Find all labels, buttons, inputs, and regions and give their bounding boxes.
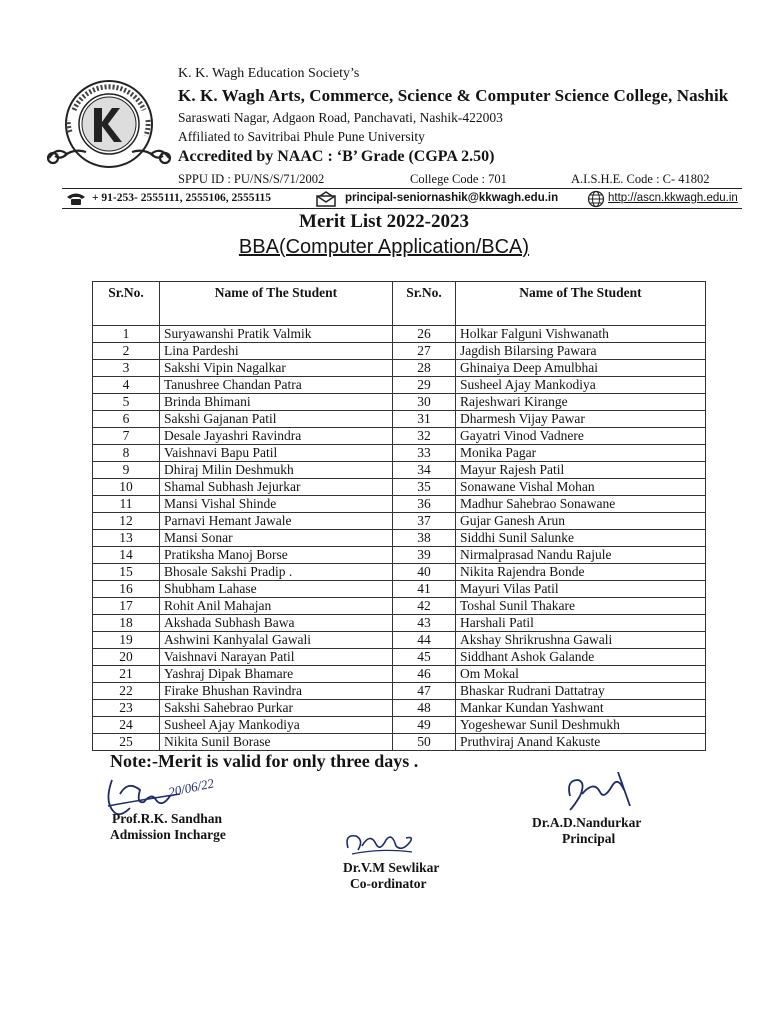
cell-sr-left: 1 bbox=[93, 326, 160, 343]
header-rule-top bbox=[62, 188, 742, 189]
cell-name-left: Ashwini Kanhyalal Gawali bbox=[160, 632, 393, 649]
header-rule-bottom bbox=[62, 208, 742, 209]
cell-name-left: Dhiraj Milin Deshmukh bbox=[160, 462, 393, 479]
table-row bbox=[93, 479, 706, 496]
cell-name-right: Madhur Sahebrao Sonawane bbox=[456, 496, 706, 513]
principal-role: Principal bbox=[562, 831, 616, 846]
cell-sr-left: 19 bbox=[93, 632, 160, 649]
cell-sr-left: 21 bbox=[93, 666, 160, 683]
coordinator-signature bbox=[340, 826, 420, 858]
cell-sr-right: 38 bbox=[393, 530, 456, 547]
cell-sr-left: 6 bbox=[93, 411, 160, 428]
table-row bbox=[93, 377, 706, 394]
cell-name-left: Susheel Ajay Mankodiya bbox=[160, 717, 393, 734]
cell-name-left: Akshada Subhash Bawa bbox=[160, 615, 393, 632]
table-header-row bbox=[93, 282, 706, 326]
table-row bbox=[93, 360, 706, 377]
cell-sr-right: 48 bbox=[393, 700, 456, 717]
merit-table-body bbox=[93, 326, 706, 751]
cell-sr-right: 40 bbox=[393, 564, 456, 581]
cell-sr-left: 5 bbox=[93, 394, 160, 411]
table-row bbox=[93, 581, 706, 598]
cell-sr-right: 46 bbox=[393, 666, 456, 683]
cell-name-left: Suryawanshi Pratik Valmik bbox=[160, 326, 393, 343]
cell-sr-right: 42 bbox=[393, 598, 456, 615]
contact-strip bbox=[62, 190, 742, 208]
admission-incharge-name: Prof.R.K. Sandhan bbox=[112, 811, 223, 826]
validity-note: Note:-Merit is valid for only three days . bbox=[110, 751, 419, 771]
cell-sr-right: 41 bbox=[393, 581, 456, 598]
cell-sr-right: 33 bbox=[393, 445, 456, 462]
cell-name-right: Nirmalprasad Nandu Rajule bbox=[456, 547, 706, 564]
cell-sr-right: 50 bbox=[393, 734, 456, 751]
cell-sr-left: 2 bbox=[93, 343, 160, 360]
email-address[interactable]: principal-seniornashik@kkwagh.edu.in bbox=[345, 192, 559, 204]
table-row bbox=[93, 649, 706, 666]
cell-name-right: Yogeshewar Sunil Deshmukh bbox=[456, 717, 706, 734]
cell-sr-left: 25 bbox=[93, 734, 160, 751]
cell-name-left: Mansi Vishal Shinde bbox=[160, 496, 393, 513]
cell-sr-left: 17 bbox=[93, 598, 160, 615]
cell-name-left: Vaishnavi Narayan Patil bbox=[160, 649, 393, 666]
table-row bbox=[93, 513, 706, 530]
cell-sr-left: 12 bbox=[93, 513, 160, 530]
cell-name-left: Desale Jayashri Ravindra bbox=[160, 428, 393, 445]
table-row bbox=[93, 530, 706, 547]
cell-sr-right: 34 bbox=[393, 462, 456, 479]
cell-name-right: Mankar Kundan Yashwant bbox=[456, 700, 706, 717]
cell-name-left: Sakshi Vipin Nagalkar bbox=[160, 360, 393, 377]
coordinator-name: Dr.V.M Sewlikar bbox=[343, 860, 440, 875]
globe-icon bbox=[587, 190, 605, 208]
cell-sr-left: 14 bbox=[93, 547, 160, 564]
cell-name-right: Om Mokal bbox=[456, 666, 706, 683]
cell-sr-left: 13 bbox=[93, 530, 160, 547]
cell-sr-right: 28 bbox=[393, 360, 456, 377]
table-row bbox=[93, 411, 706, 428]
cell-sr-left: 16 bbox=[93, 581, 160, 598]
table-row bbox=[93, 496, 706, 513]
envelope-icon bbox=[315, 191, 337, 207]
cell-name-left: Yashraj Dipak Bhamare bbox=[160, 666, 393, 683]
cell-name-left: Mansi Sonar bbox=[160, 530, 393, 547]
table-row bbox=[93, 700, 706, 717]
cell-name-left: Pratiksha Manoj Borse bbox=[160, 547, 393, 564]
cell-sr-left: 11 bbox=[93, 496, 160, 513]
cell-name-left: Nikita Sunil Borase bbox=[160, 734, 393, 751]
cell-name-left: Bhosale Sakshi Pradip . bbox=[160, 564, 393, 581]
cell-name-right: Mayur Rajesh Patil bbox=[456, 462, 706, 479]
cell-sr-left: 24 bbox=[93, 717, 160, 734]
table-row bbox=[93, 343, 706, 360]
cell-sr-left: 8 bbox=[93, 445, 160, 462]
table-row bbox=[93, 326, 706, 343]
col-name-right: Name of The Student bbox=[456, 282, 706, 326]
cell-name-right: Bhaskar Rudrani Dattatray bbox=[456, 683, 706, 700]
cell-sr-right: 30 bbox=[393, 394, 456, 411]
cell-sr-right: 45 bbox=[393, 649, 456, 666]
cell-name-right: Nikita Rajendra Bonde bbox=[456, 564, 706, 581]
cell-name-left: Vaishnavi Bapu Patil bbox=[160, 445, 393, 462]
cell-sr-right: 43 bbox=[393, 615, 456, 632]
cell-name-right: Monika Pagar bbox=[456, 445, 706, 462]
cell-name-left: Brinda Bhimani bbox=[160, 394, 393, 411]
col-sr-left: Sr.No. bbox=[93, 282, 160, 326]
table-row bbox=[93, 428, 706, 445]
cell-name-left: Rohit Anil Mahajan bbox=[160, 598, 393, 615]
cell-sr-left: 9 bbox=[93, 462, 160, 479]
cell-name-left: Sakshi Gajanan Patil bbox=[160, 411, 393, 428]
cell-name-right: Holkar Falguni Vishwanath bbox=[456, 326, 706, 343]
cell-sr-right: 32 bbox=[393, 428, 456, 445]
table-row bbox=[93, 717, 706, 734]
cell-name-left: Parnavi Hemant Jawale bbox=[160, 513, 393, 530]
table-row bbox=[93, 564, 706, 581]
affiliation: Affiliated to Savitribai Phule Pune University bbox=[178, 129, 425, 144]
table-row bbox=[93, 632, 706, 649]
cell-sr-left: 20 bbox=[93, 649, 160, 666]
col-name-left: Name of The Student bbox=[160, 282, 393, 326]
college-seal-logo bbox=[44, 70, 174, 182]
table-row bbox=[93, 734, 706, 751]
college-address: Saraswati Nagar, Adgaon Road, Panchavati, Nashik-422003 bbox=[178, 110, 503, 125]
cell-name-right: Toshal Sunil Thakare bbox=[456, 598, 706, 615]
cell-name-left: Lina Pardeshi bbox=[160, 343, 393, 360]
website-link[interactable]: http://ascn.kkwagh.edu.in bbox=[608, 192, 738, 204]
col-sr-right: Sr.No. bbox=[393, 282, 456, 326]
cell-sr-right: 26 bbox=[393, 326, 456, 343]
cell-name-right: Harshali Patil bbox=[456, 615, 706, 632]
cell-name-right: Ghinaiya Deep Amulbhai bbox=[456, 360, 706, 377]
cell-name-right: Siddhi Sunil Salunke bbox=[456, 530, 706, 547]
cell-sr-left: 3 bbox=[93, 360, 160, 377]
cell-name-right: Gujar Ganesh Arun bbox=[456, 513, 706, 530]
table-row bbox=[93, 683, 706, 700]
cell-name-right: Dharmesh Vijay Pawar bbox=[456, 411, 706, 428]
table-row bbox=[93, 547, 706, 564]
cell-sr-left: 15 bbox=[93, 564, 160, 581]
cell-name-left: Tanushree Chandan Patra bbox=[160, 377, 393, 394]
cell-sr-left: 4 bbox=[93, 377, 160, 394]
cell-sr-right: 44 bbox=[393, 632, 456, 649]
society-name: K. K. Wagh Education Society’s bbox=[178, 66, 360, 81]
cell-sr-left: 18 bbox=[93, 615, 160, 632]
principal-name: Dr.A.D.Nandurkar bbox=[532, 815, 642, 830]
phone-numbers: + 91-253- 2555111, 2555106, 2555115 bbox=[92, 192, 272, 204]
cell-sr-right: 27 bbox=[393, 343, 456, 360]
cell-name-left: Sakshi Sahebrao Purkar bbox=[160, 700, 393, 717]
cell-sr-right: 37 bbox=[393, 513, 456, 530]
college-name: K. K. Wagh Arts, Commerce, Science & Computer Science College, Nashik bbox=[178, 86, 729, 105]
table-row bbox=[93, 666, 706, 683]
cell-sr-left: 7 bbox=[93, 428, 160, 445]
principal-signature bbox=[560, 766, 650, 820]
college-code: College Code : 701 bbox=[410, 172, 507, 186]
cell-name-right: Pruthviraj Anand Kakuste bbox=[456, 734, 706, 751]
cell-name-right: Sonawane Vishal Mohan bbox=[456, 479, 706, 496]
cell-name-right: Siddhant Ashok Galande bbox=[456, 649, 706, 666]
cell-sr-right: 49 bbox=[393, 717, 456, 734]
coordinator-role: Co-ordinator bbox=[350, 876, 427, 891]
telephone-icon bbox=[66, 192, 86, 206]
cell-sr-left: 23 bbox=[93, 700, 160, 717]
cell-sr-right: 39 bbox=[393, 547, 456, 564]
table-row bbox=[93, 462, 706, 479]
cell-sr-right: 36 bbox=[393, 496, 456, 513]
table-row bbox=[93, 598, 706, 615]
cell-name-right: Gayatri Vinod Vadnere bbox=[456, 428, 706, 445]
program-subtitle: BBA(Computer Application/BCA) bbox=[238, 236, 530, 258]
accreditation: Accredited by NAAC : ‘B’ Grade (CGPA 2.50) bbox=[178, 148, 495, 165]
table-row bbox=[93, 615, 706, 632]
cell-sr-right: 47 bbox=[393, 683, 456, 700]
cell-name-left: Firake Bhushan Ravindra bbox=[160, 683, 393, 700]
cell-name-left: Shubham Lahase bbox=[160, 581, 393, 598]
cell-name-right: Mayuri Vilas Patil bbox=[456, 581, 706, 598]
admission-incharge-role: Admission Incharge bbox=[110, 827, 226, 842]
merit-list-title: Merit List 2022-2023 bbox=[299, 211, 469, 232]
cell-sr-right: 35 bbox=[393, 479, 456, 496]
sppu-id: SPPU ID : PU/NS/S/71/2002 bbox=[178, 172, 325, 186]
admission-sign-date: 20/06/22 bbox=[166, 775, 216, 800]
cell-name-right: Susheel Ajay Mankodiya bbox=[456, 377, 706, 394]
aishe-code: A.I.S.H.E. Code : C- 41802 bbox=[571, 172, 710, 186]
cell-sr-right: 29 bbox=[393, 377, 456, 394]
cell-sr-left: 10 bbox=[93, 479, 160, 496]
cell-name-right: Akshay Shrikrushna Gawali bbox=[456, 632, 706, 649]
cell-sr-left: 22 bbox=[93, 683, 160, 700]
table-row bbox=[93, 445, 706, 462]
cell-name-right: Jagdish Bilarsing Pawara bbox=[456, 343, 706, 360]
merit-table bbox=[92, 281, 706, 751]
table-row bbox=[93, 394, 706, 411]
cell-name-left: Shamal Subhash Jejurkar bbox=[160, 479, 393, 496]
cell-sr-right: 31 bbox=[393, 411, 456, 428]
cell-name-right: Rajeshwari Kirange bbox=[456, 394, 706, 411]
